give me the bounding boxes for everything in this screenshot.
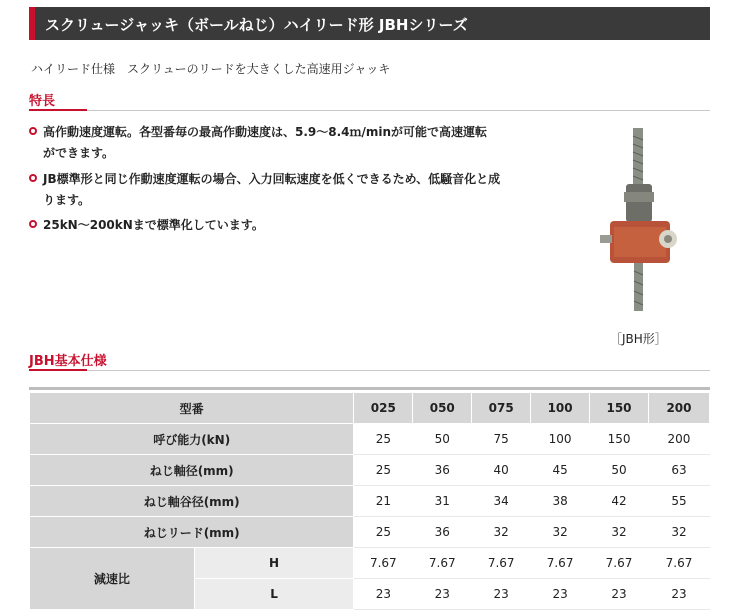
- bullet-icon: [29, 127, 37, 135]
- intro-text: ハイリード仕様 スクリューのリードを大きくした高速用ジャッキ: [31, 62, 391, 76]
- row-subheader: L: [194, 579, 354, 610]
- features-heading-label: 特長: [29, 94, 56, 109]
- row-header: 減速比: [30, 548, 195, 610]
- row-subheader: H: [194, 548, 354, 579]
- table-cell: 21: [354, 486, 413, 517]
- table-cell: 34: [472, 486, 531, 517]
- table-cell: 32: [648, 517, 709, 548]
- table-header-row: [30, 393, 710, 424]
- column-header: 200: [648, 393, 709, 424]
- table-cell: 23: [413, 579, 472, 610]
- features-heading: [29, 90, 710, 111]
- column-header: 075: [472, 393, 531, 424]
- column-header: 型番: [30, 393, 354, 424]
- row-header: 呼び能力(kN): [30, 424, 354, 455]
- spec-heading-label: JBH基本仕様: [29, 354, 107, 369]
- table-cell: 100: [531, 424, 590, 455]
- table-row: [30, 517, 710, 548]
- table-row: [30, 455, 710, 486]
- table-cell: 45: [531, 455, 590, 486]
- table-cell: 50: [590, 455, 649, 486]
- table-cell: 38: [531, 486, 590, 517]
- image-caption: ［JBH形］: [610, 332, 667, 346]
- heading-underline: [29, 109, 87, 111]
- feature-text: ります。: [43, 193, 91, 207]
- feature-text: ができます。: [43, 146, 115, 160]
- column-header: 025: [354, 393, 413, 424]
- table-cell: 7.67: [413, 548, 472, 579]
- row-header: ねじ軸谷径(mm): [30, 486, 354, 517]
- table-cell: 36: [413, 455, 472, 486]
- heading-underline: [29, 369, 87, 371]
- table-cell: 7.67: [354, 548, 413, 579]
- feature-item: [29, 169, 559, 211]
- table-cell: 50: [413, 424, 472, 455]
- table-cell: 7.67: [648, 548, 709, 579]
- column-header: 100: [531, 393, 590, 424]
- table-cell: 23: [648, 579, 709, 610]
- table-cell: 36: [413, 517, 472, 548]
- column-header: 050: [413, 393, 472, 424]
- table-cell: 32: [531, 517, 590, 548]
- page-title-bar: [29, 7, 710, 40]
- table-cell: 40: [472, 455, 531, 486]
- table-cell: 25: [354, 424, 413, 455]
- table-row: [30, 486, 710, 517]
- table-cell: 23: [531, 579, 590, 610]
- table-cell: 200: [648, 424, 709, 455]
- table-cell: 25: [354, 517, 413, 548]
- screw-jack-image: [600, 126, 690, 326]
- feature-item: [29, 215, 559, 236]
- table-cell: 23: [354, 579, 413, 610]
- table-cell: 7.67: [590, 548, 649, 579]
- table-cell: 150: [590, 424, 649, 455]
- table-cell: 32: [590, 517, 649, 548]
- table-cell: 63: [648, 455, 709, 486]
- table-cell: 75: [472, 424, 531, 455]
- table-cell: 7.67: [472, 548, 531, 579]
- table-cell: 55: [648, 486, 709, 517]
- table-cell: 32: [472, 517, 531, 548]
- table-cell: 23: [590, 579, 649, 610]
- column-header: 150: [590, 393, 649, 424]
- table-cell: 31: [413, 486, 472, 517]
- table-cell: 25: [354, 455, 413, 486]
- bullet-icon: [29, 174, 37, 182]
- table-row: [30, 424, 710, 455]
- spec-heading: [29, 350, 710, 371]
- feature-text: JB標準形と同じ作動速度運転の場合、入力回転速度を低くできるため、低騒音化と成: [43, 172, 501, 186]
- page-title: スクリュージャッキ（ボールねじ）ハイリード形 JBHシリーズ: [45, 16, 468, 34]
- bullet-icon: [29, 220, 37, 228]
- table-cell: 7.67: [531, 548, 590, 579]
- feature-text: 25kN～200kNまで標準化しています。: [43, 218, 264, 232]
- table-cell: 23: [472, 579, 531, 610]
- row-header: ねじリード(mm): [30, 517, 354, 548]
- table-row: [30, 548, 710, 579]
- row-header: ねじ軸径(mm): [30, 455, 354, 486]
- table-cell: 42: [590, 486, 649, 517]
- feature-text: 高作動速度運転。各型番毎の最高作動速度は、5.9～8.4ｍ/minが可能で高速運転: [43, 125, 488, 139]
- spec-table: [29, 392, 710, 610]
- feature-item: [29, 122, 559, 164]
- table-top-rule: [29, 387, 710, 390]
